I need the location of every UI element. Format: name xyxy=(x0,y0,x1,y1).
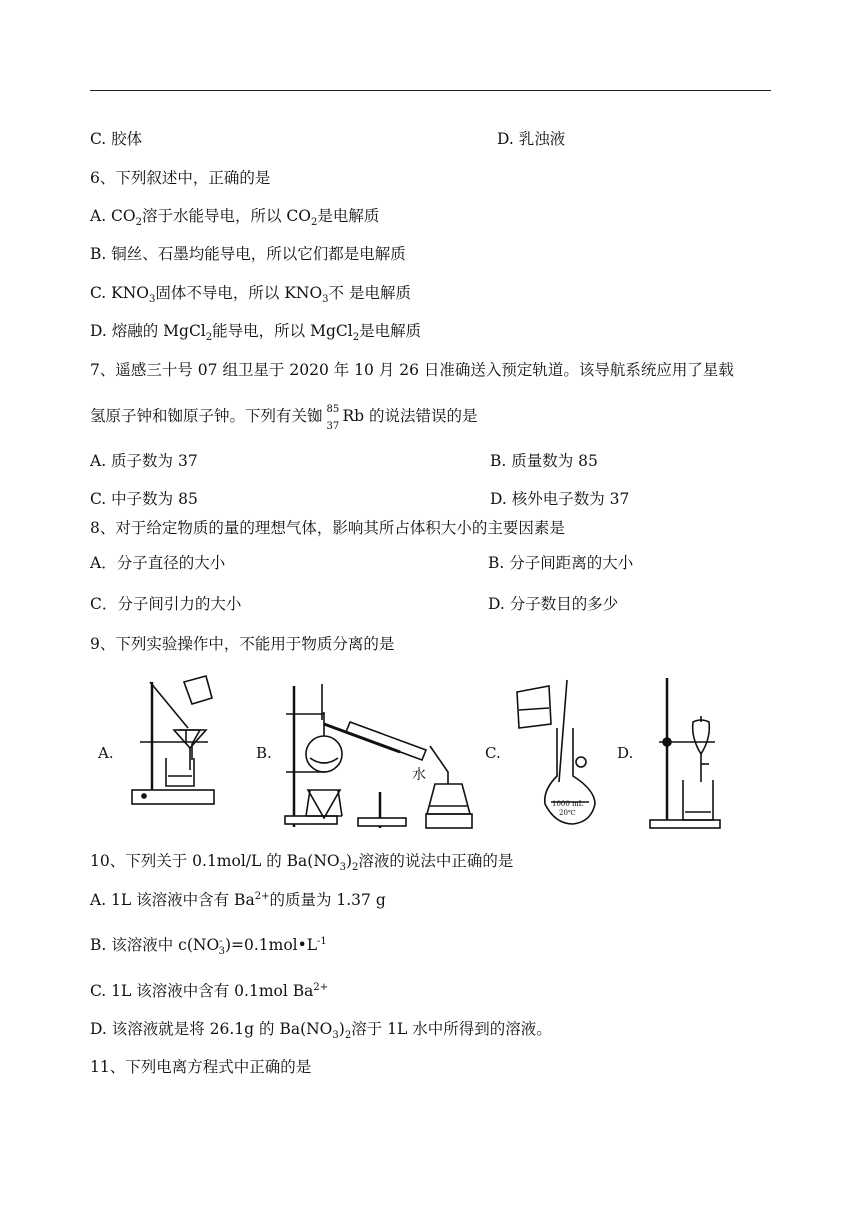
filtration-apparatus xyxy=(132,676,214,804)
q8-stem: 8、对于给定物质的量的理想气体，影响其所占体积大小的主要因素是 xyxy=(90,519,565,537)
q10-stem: 10、下列关于 0.1mol/L 的 $Ba(NO_3)_2$溶液的说法中正确的是 xyxy=(90,852,514,874)
figure-label-b: B. xyxy=(256,744,272,762)
apparatus-drawings xyxy=(90,672,750,832)
q7-option-c: C. 中子数为 85 xyxy=(90,490,198,508)
q7-option-a: A. 质子数为 37 xyxy=(90,452,198,470)
q6-option-c: C. $KNO_3$固体不导电，所以 $KNO_3$不 是电解质 xyxy=(90,284,411,306)
q11-stem: 11、下列电离方程式中正确的是 xyxy=(90,1058,312,1076)
q6-option-d: D. 熔融的 MgCl$_2$能导电，所以 MgCl$_2$是电解质 xyxy=(90,322,422,344)
flask-volume-label: 1000 mL xyxy=(552,800,584,808)
q6-option-b: B. 铜丝、石墨均能导电，所以它们都是电解质 xyxy=(90,245,406,263)
water-label: 水 xyxy=(412,767,426,783)
q8-option-b: B. 分子间距离的大小 xyxy=(488,554,634,572)
q8-option-c: C．分子间引力的大小 xyxy=(90,595,242,613)
q8-option-a: A．分子直径的大小 xyxy=(90,554,226,572)
q10-option-c: C. 1L 该溶液中含有 0.1mol $Ba^{2+}$ xyxy=(90,981,329,1000)
q6-option-a: A. $CO_2$溶于水能导电，所以 $CO_2$是电解质 xyxy=(90,207,380,229)
q6-stem: 6、下列叙述中，正确的是 xyxy=(90,169,271,187)
q9-apparatus-figures xyxy=(90,672,750,832)
q7-stem-line1: 7、遥感三十号 07 组卫星于 2020 年 10 月 26 日准确送入预定轨道。该导航系统应用了星载 xyxy=(90,361,734,379)
figure-label-c: C. xyxy=(485,744,501,762)
q10-option-d: D. 该溶液就是将 26.1g 的 $Ba(NO_3)_2$溶于 1L 水中所得到的溶液。 xyxy=(90,1020,552,1042)
flask-temp-label: 20℃ xyxy=(559,809,576,817)
header-rule xyxy=(90,90,771,91)
q10-option-a: A. 1L 该溶液中含有 $Ba^{2+}$的质量为 1.37 g xyxy=(90,890,386,909)
distillation-apparatus xyxy=(285,684,472,828)
figure-label-d: D. xyxy=(617,744,634,762)
q5-option-d: D. 乳浊液 xyxy=(497,130,566,148)
q10-option-b: B. 该溶液中 $c(NO^-_3)=0.1mol•L^{-1}$ xyxy=(90,935,327,958)
separatory-funnel-apparatus xyxy=(650,678,720,828)
q8-option-d: D. 分子数目的多少 xyxy=(488,595,619,613)
figure-label-a: A. xyxy=(98,744,114,762)
q9-stem: 9、下列实验操作中，不能用于物质分离的是 xyxy=(90,635,395,653)
q7-option-d: D. 核外电子数为 37 xyxy=(490,490,630,508)
q7-option-b: B. 质量数为 85 xyxy=(490,452,598,470)
q5-option-c: C. 胶体 xyxy=(90,130,143,148)
nuclide-notation: 85 37 xyxy=(326,404,340,432)
q7-stem-line2: 氢原子钟和铷原子钟。下列有关铷 85 37 Rb 的说法错误的是 xyxy=(90,404,478,432)
